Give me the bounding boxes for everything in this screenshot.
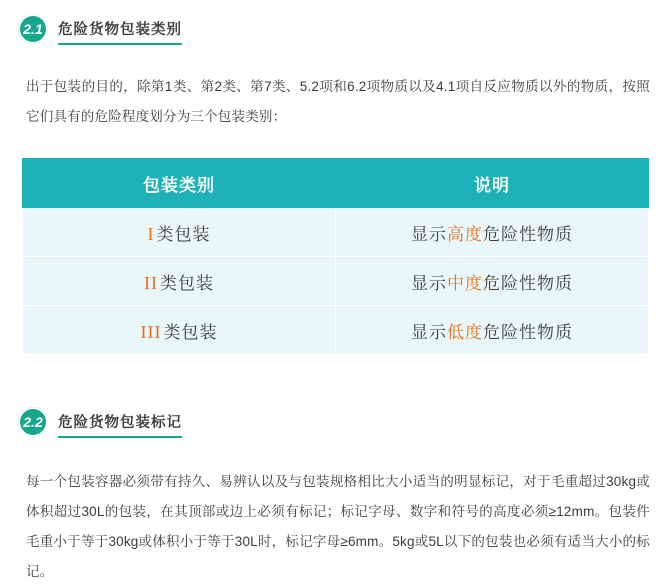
section-number-badge [18,14,48,44]
table-row [23,257,649,306]
table-row [23,208,649,257]
table-cell-category [23,257,336,306]
spacer-after-heading-1 [0,44,672,72]
spacer-between-sections [0,355,672,407]
section-heading-2-1 [0,14,672,44]
table-row [23,306,649,355]
table-cell-category [23,208,336,257]
packaging-table-wrapper [0,158,672,355]
table-cell-description [336,257,649,306]
section-title: 危险货物包装类别 [58,18,182,45]
desc-highlight: 高度 [447,224,483,244]
desc-prefix: 显示 [411,224,447,244]
top-spacer [0,0,672,14]
desc-highlight: 中度 [447,273,483,293]
category-suffix: 类包装 [163,322,218,342]
section-number-badge [18,407,48,437]
desc-highlight: 低度 [447,322,483,342]
desc-prefix: 显示 [411,322,447,342]
desc-prefix: 显示 [411,273,447,293]
section-paragraph-2-1: 出于包装的目的，除第1类、第2类、第7类、5.2项和6.2项物质以及4.1项自反应物质以外的物质，按照它们具有的危险程度划分为三个包装类别： [26,79,650,124]
section-number-label: 2.1 [23,21,43,37]
table-header-description: 说明 [336,159,649,208]
spacer-before-table [0,132,672,158]
roman-numeral: I [147,223,155,244]
section-heading-2-2 [0,407,672,437]
roman-numeral: II [144,272,158,293]
desc-suffix: 危险性物质 [483,322,573,342]
table-cell-description [336,306,649,355]
section-title: 危险货物包装标记 [58,411,182,438]
spacer-after-heading-2 [0,437,672,467]
roman-numeral: III [140,321,162,342]
category-suffix: 类包装 [160,273,214,293]
category-suffix: 类包装 [156,224,211,244]
desc-suffix: 危险性物质 [483,224,573,244]
section-number-label: 2.2 [23,414,43,430]
table-header-row [23,159,649,208]
table-header-category: 包装类别 [23,159,336,208]
packaging-category-table [22,158,649,355]
section-paragraph-2-2: 每一个包装容器必须带有持久、易辨认以及与包装规格相比大小适当的明显标记，对于毛重超过30kg或体积超过30L的包装，在其顶部或边上必须有标记；标记字母、数字和符号的高度必须≥12mm。包装件毛重小于等于30kg或体积小于等于30L时，标记字母≥6mm。5kg或5L以下的包装也必须有适当大小的标记。 [26,474,650,579]
table-cell-description [336,208,649,257]
desc-suffix: 危险性物质 [483,273,573,293]
table-cell-category [23,306,336,355]
